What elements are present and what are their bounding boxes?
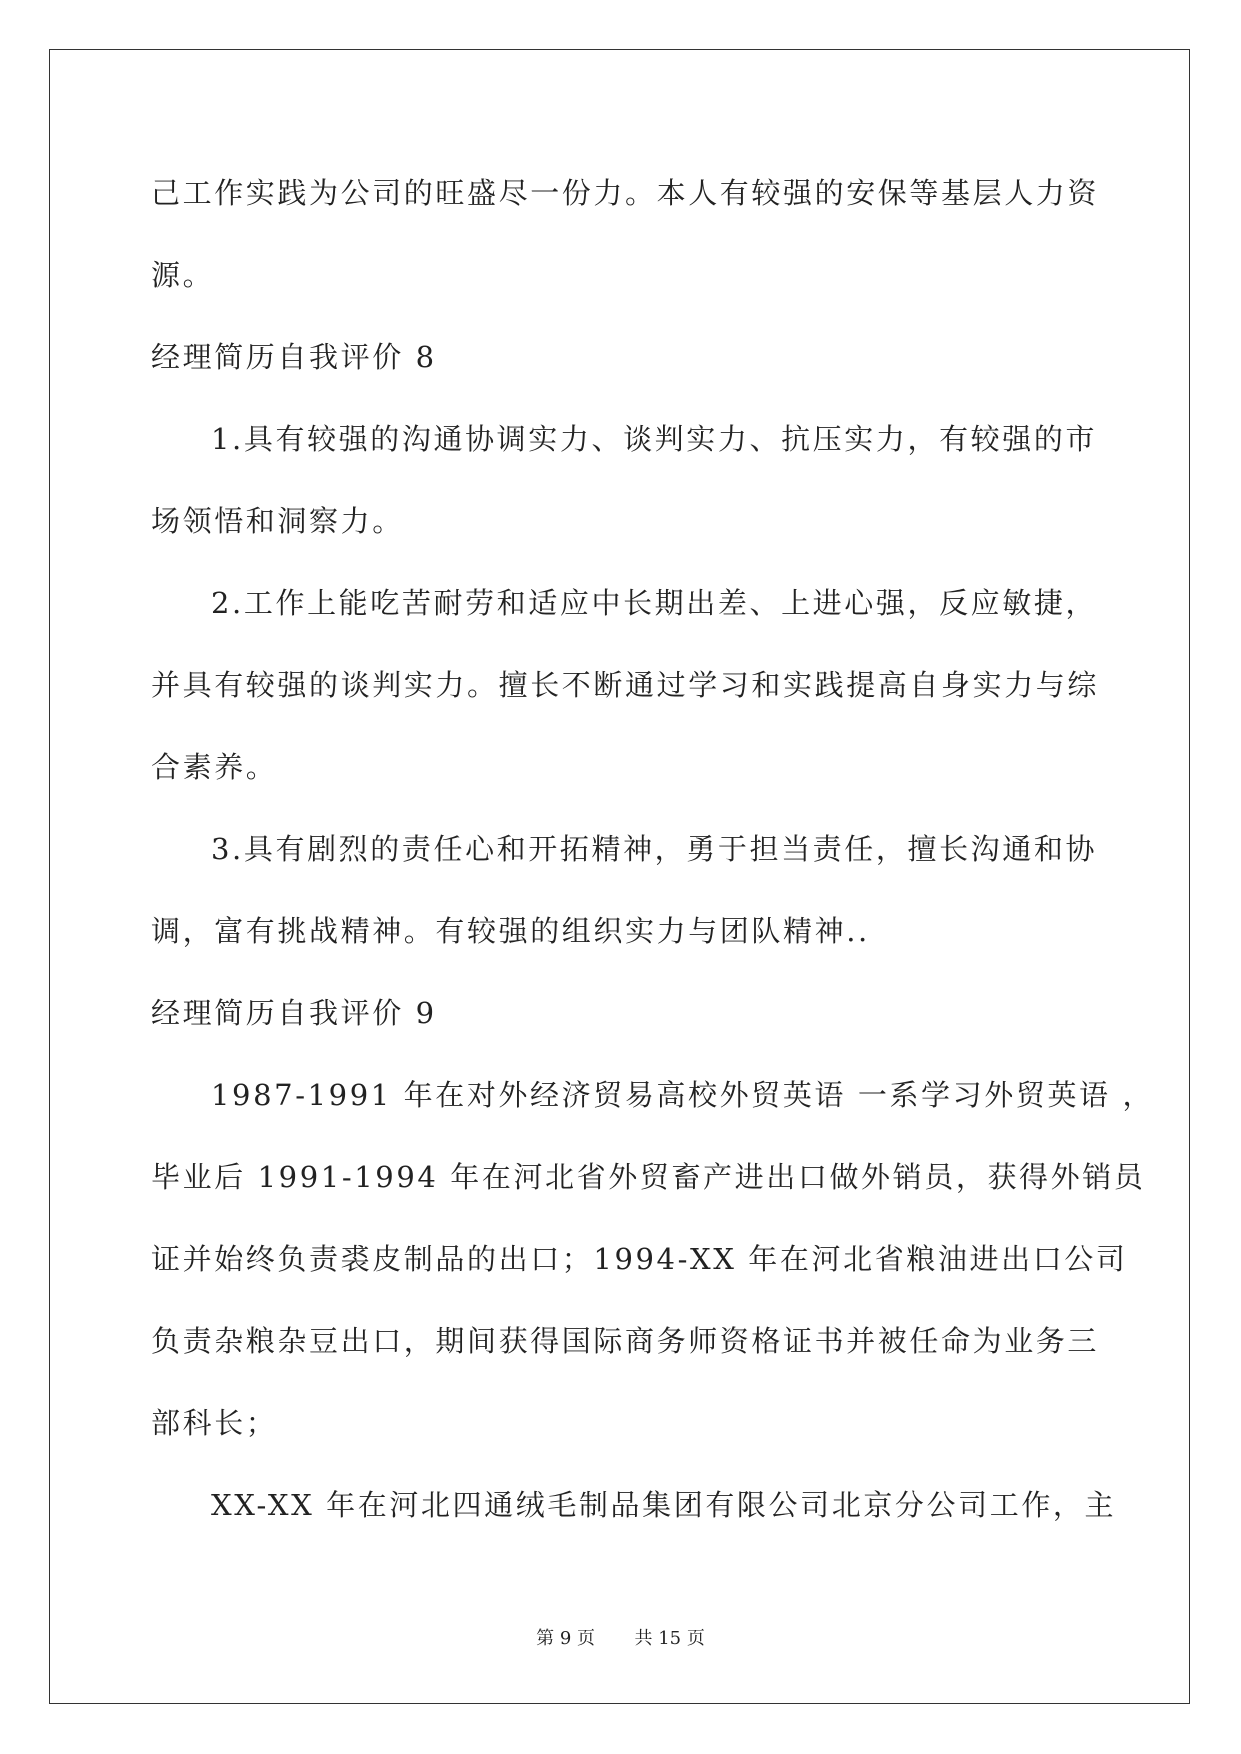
- text-line: 2.工作上能吃苦耐劳和适应中长期出差、上进心强，反应敏捷，: [211, 586, 1098, 620]
- page-footer: [0, 1624, 1241, 1650]
- text-line: 毕业后 1991-1994 年在河北省外贸畜产进出口做外销员，获得外销员: [151, 1160, 1146, 1194]
- text-line: 1.具有较强的沟通协调实力、谈判实力、抗压实力，有较强的市: [211, 422, 1098, 456]
- text-line: 源。: [151, 258, 215, 292]
- text-line: 场领悟和洞察力。: [151, 504, 404, 538]
- document-body: [151, 152, 1155, 1546]
- section-heading: 经理简历自我评价 8: [151, 340, 437, 374]
- text-line: 3.具有剧烈的责任心和开拓精神，勇于担当责任，擅长沟通和协: [211, 832, 1098, 866]
- text-line: 调，富有挑战精神。有较强的组织实力与团队精神..: [151, 914, 870, 948]
- text-line: 合素养。: [151, 750, 278, 784]
- page-total: 共 15 页: [634, 1628, 705, 1649]
- section-heading: 经理简历自我评价 9: [151, 996, 437, 1030]
- page-number: 第 9 页: [536, 1628, 596, 1649]
- text-line: 部科长；: [151, 1406, 278, 1440]
- text-line: XX-XX 年在河北四通绒毛制品集团有限公司北京分公司工作，主: [211, 1488, 1117, 1522]
- text-line: 证并始终负责裘皮制品的出口；1994-XX 年在河北省粮油进出口公司: [151, 1242, 1128, 1276]
- text-line: 1987-1991 年在对外经济贸易高校外贸英语 一系学习外贸英语 ，: [211, 1078, 1155, 1112]
- text-line: 负责杂粮杂豆出口，期间获得国际商务师资格证书并被任命为业务三: [151, 1324, 1100, 1358]
- text-line: 并具有较强的谈判实力。擅长不断通过学习和实践提高自身实力与综: [151, 668, 1100, 702]
- text-line: 己工作实践为公司的旺盛尽一份力。本人有较强的安保等基层人力资: [151, 176, 1100, 210]
